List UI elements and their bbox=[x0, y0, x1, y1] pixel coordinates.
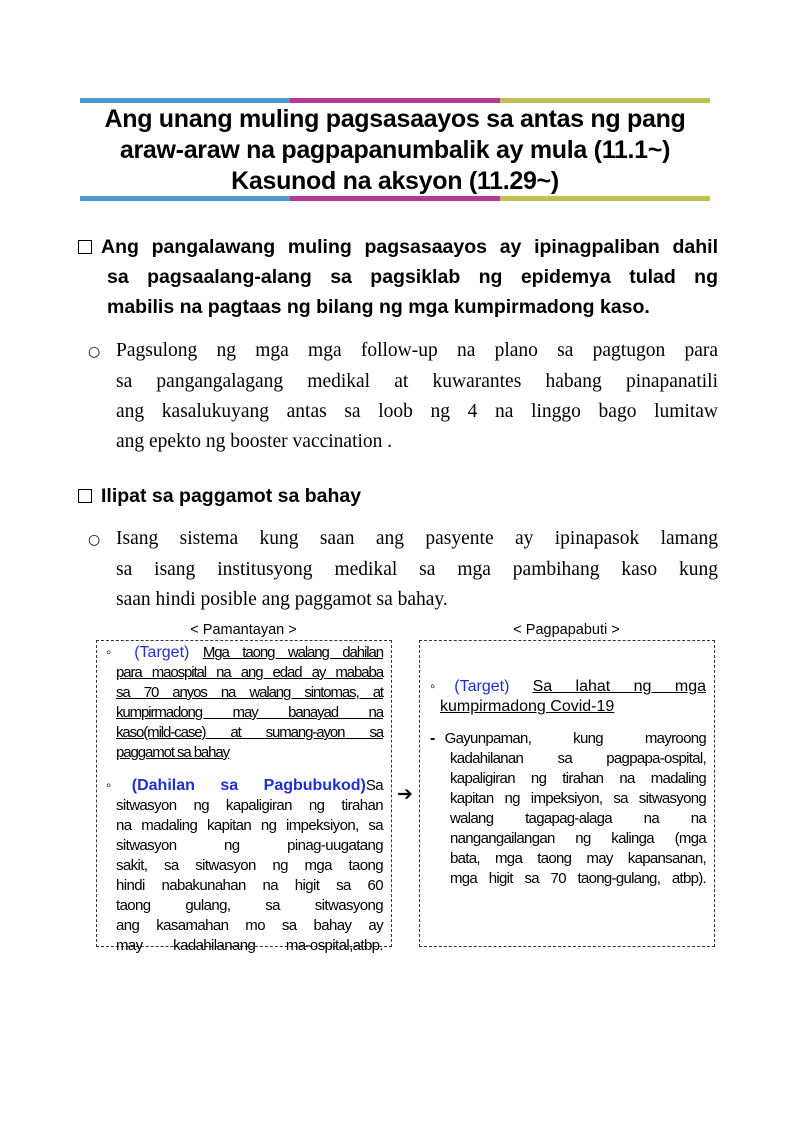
checkbox-square-icon bbox=[78, 240, 92, 254]
target-line: Mga taong walang dahilan bbox=[202, 644, 383, 661]
criteria-target-block bbox=[106, 643, 383, 763]
reason-line: sitwasyon ng kapaligiran ng tirahan bbox=[116, 797, 383, 814]
bullet-line: Pagsulong ng mga mga follow-up na plano sa pagtugon para bbox=[116, 340, 718, 361]
bullet-line: ang kasalukuyang antas sa loob ng 4 na linggo bago lumitaw bbox=[116, 401, 718, 422]
note-line: nangangailangan ng kalinga (mga bbox=[450, 830, 706, 847]
small-bullet-icon: ◦ bbox=[106, 644, 121, 661]
target-line: sa 70 anyos na walang sintomas, at bbox=[116, 684, 383, 701]
reason-line: na madaling kapitan ng impeksiyon, sa bbox=[116, 817, 383, 834]
page-title-line: araw-araw na pagpapanumbalik ay mula (11.1~) bbox=[119, 136, 671, 164]
target-line: paggamot sa bahay bbox=[116, 744, 230, 761]
note-line: walang tagapag-alaga na na bbox=[450, 810, 706, 827]
bullet-line: sa pangangalagang medikal at kuwarantes habang pinapanatili bbox=[116, 371, 718, 392]
note-line: kapaligiran ng tirahan na madaling bbox=[450, 770, 706, 787]
section-heading-home-treatment bbox=[78, 483, 361, 509]
improvement-exception-note bbox=[430, 729, 706, 889]
page-title bbox=[80, 104, 710, 197]
small-bullet-icon: ◦ bbox=[430, 678, 455, 695]
note-line: kadahilanan sa pagpapa-ospital, bbox=[450, 750, 706, 767]
page-title-line: Kasunod na aksyon (11.29~) bbox=[231, 167, 559, 195]
target-label: (Target) bbox=[454, 678, 510, 695]
heading-line: mabilis na pagtaas ng bilang ng mga kumpirmadong kaso. bbox=[107, 296, 650, 318]
reason-line: may kadahilanang ma-ospital,atbp. bbox=[116, 937, 383, 954]
criteria-exclusion-reason-block bbox=[106, 776, 383, 956]
target-line: kumpirmadong Covid-19 bbox=[440, 698, 615, 715]
reason-line: ang kasamahan mo sa bahay ay bbox=[116, 917, 383, 934]
target-line: kumpirmadong may banayad na bbox=[116, 704, 383, 721]
target-line: Sa lahat ng mga bbox=[532, 678, 706, 695]
bullet-line: sa isang institusyong medikal sa mga pambihang kaso kung bbox=[116, 559, 718, 580]
reason-line: sakit, sa sitwasyon ng mga taong bbox=[116, 857, 383, 874]
bullet-home-treatment-system bbox=[88, 524, 718, 615]
heading-text: Ilipat sa paggamot sa bahay bbox=[101, 485, 362, 507]
note-line: kapitan ng impeksiyon, sa sitwasyong bbox=[450, 790, 706, 807]
reason-line: sitwasyon ng pinag-uugatang bbox=[116, 837, 383, 854]
improvement-target-block bbox=[430, 677, 706, 717]
exclusion-reason-label: (Dahilan sa Pagbubukod) bbox=[131, 777, 366, 794]
circle-bullet-icon: ○ bbox=[88, 532, 101, 548]
improvement-column-header: < Pagpapabuti > bbox=[513, 622, 620, 638]
small-bullet-icon: ◦ bbox=[106, 777, 132, 794]
reason-line: hindi nabakunahan na higit sa 60 bbox=[116, 877, 383, 894]
title-bottom-color-bar bbox=[80, 196, 710, 201]
bullet-line: Isang sistema kung saan ang pasyente ay ipinapasok lamang bbox=[116, 528, 718, 549]
target-line: kaso(mild-case) at sumang-ayon sa bbox=[116, 724, 383, 741]
reason-line: Sa bbox=[365, 777, 384, 794]
bullet-followup-plans bbox=[88, 336, 718, 457]
dash-bullet-icon: - bbox=[430, 730, 435, 747]
section-heading-postponement bbox=[78, 232, 718, 322]
bullet-line: saan hindi posible ang paggamot sa bahay. bbox=[116, 589, 448, 610]
note-line: Gayunpaman, kung mayroong bbox=[444, 730, 706, 747]
heading-line: sa pagsaalang-alang sa pagsiklab ng epidemya tulad ng bbox=[107, 266, 718, 288]
criteria-column-header: < Pamantayan > bbox=[190, 622, 297, 638]
target-label: (Target) bbox=[134, 644, 190, 661]
title-top-color-bar bbox=[80, 98, 710, 103]
circle-bullet-icon: ○ bbox=[88, 344, 101, 360]
note-line: bata, mga taong may kapansanan, bbox=[450, 850, 706, 867]
heading-line: Ang pangalawang muling pagsasaayos ay ipinagpaliban dahil bbox=[101, 236, 718, 258]
bullet-line: ang epekto ng booster vaccination . bbox=[116, 431, 393, 452]
page-title-line: Ang unang muling pagsasaayos sa antas ng pang bbox=[104, 105, 686, 133]
checkbox-square-icon bbox=[78, 489, 92, 503]
right-arrow-icon: ➔ bbox=[397, 783, 413, 805]
note-line: mga higit sa 70 taong-gulang, atbp). bbox=[450, 870, 706, 887]
reason-line: taong gulang, sa sitwasyong bbox=[116, 897, 383, 914]
target-line: para maospital na ang edad ay mababa bbox=[116, 664, 383, 681]
